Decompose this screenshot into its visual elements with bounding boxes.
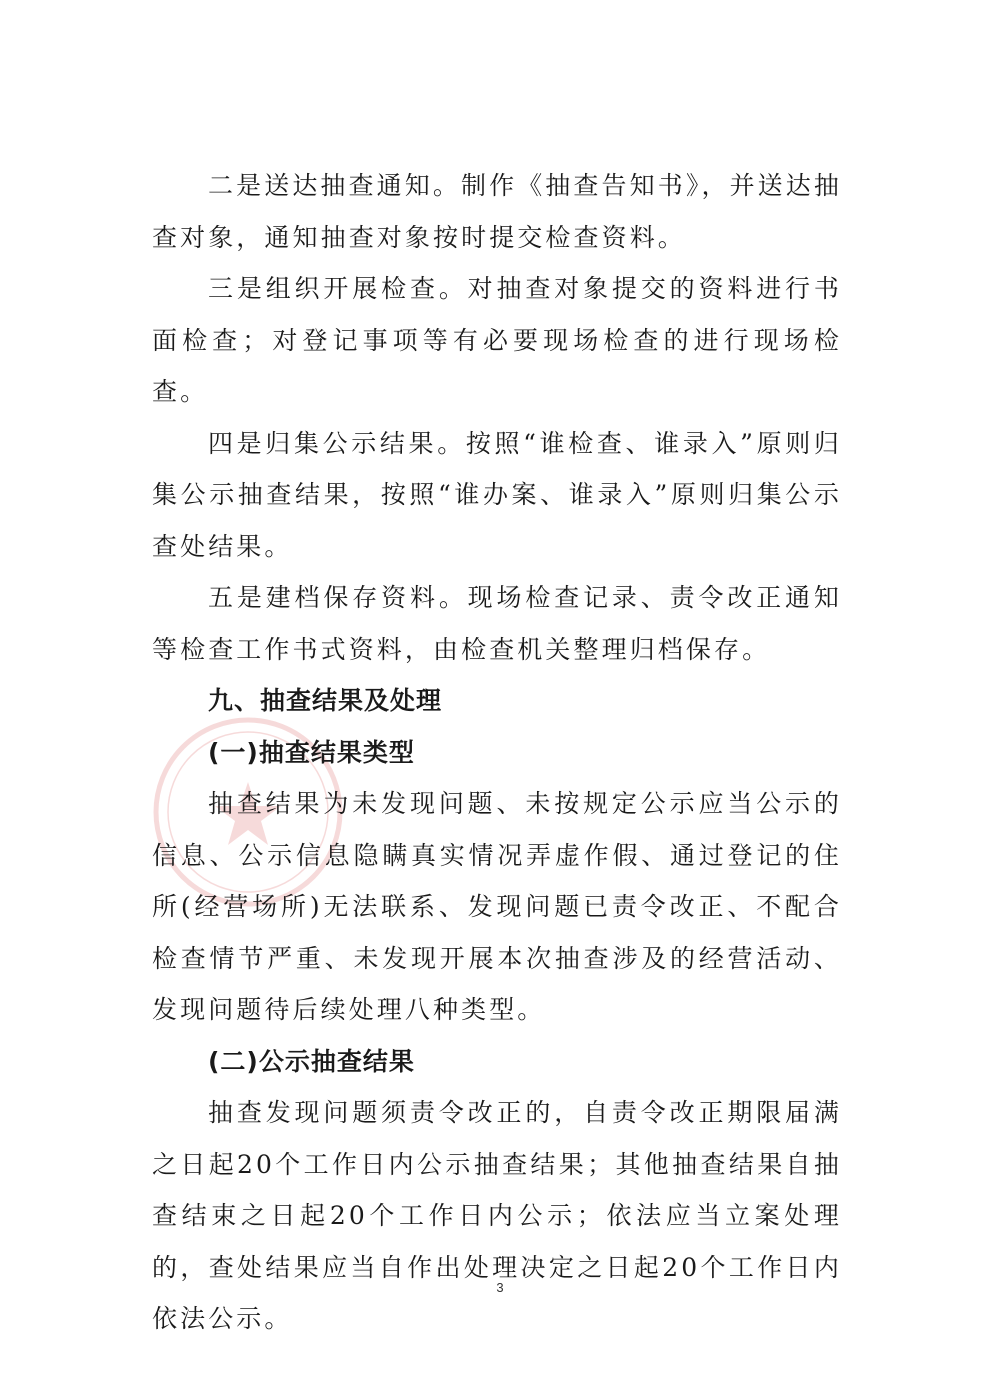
subsection-heading-types: (一)抽查结果类型 [208, 737, 415, 767]
paragraph-notice: 二是送达抽查通知。制作《抽查告知书》，并送达抽查对象，通知抽查对象按时提交检查资料。 [152, 171, 842, 252]
paragraph-result-types: 抽查结果为未发现问题、未按规定公示应当公示的信息、公示信息隐瞒真实情况弄虚作假、通过登记的住所(经营场所)无法联系、发现问题已责令改正、不配合检查情节严重、未发现开展本次抽查涉及的经营活动、发现问题待后续处理八种类型。 [152, 789, 842, 1024]
paragraph-publicize: 四是归集公示结果。按照“谁检查、谁录入”原则归集公示抽查结果，按照“谁办案、谁录入”原则归集公示查处结果。 [152, 428, 842, 561]
document-body [152, 160, 842, 1345]
page-number: 3 [496, 1280, 504, 1295]
paragraph-inspection: 三是组织开展检查。对抽查对象提交的资料进行书面检查；对登记事项等有必要现场检查的进行现场检查。 [152, 274, 842, 406]
paragraph-archive: 五是建档保存资料。现场检查记录、责令改正通知等检查工作书式资料，由检查机关整理归档保存。 [152, 583, 842, 664]
section-heading: 九、抽查结果及处理 [208, 686, 443, 715]
paragraph-publicize-results: 抽查发现问题须责令改正的，自责令改正期限届满之日起20个工作日内公示抽查结果；其他抽查结果自抽查结束之日起20个工作日内公示；依法应当立案处理的，查处结果应当自作出处理决定之日起20个工作日内依法公示。 [152, 1098, 842, 1333]
subsection-heading-publicize: (二)公示抽查结果 [208, 1046, 415, 1076]
